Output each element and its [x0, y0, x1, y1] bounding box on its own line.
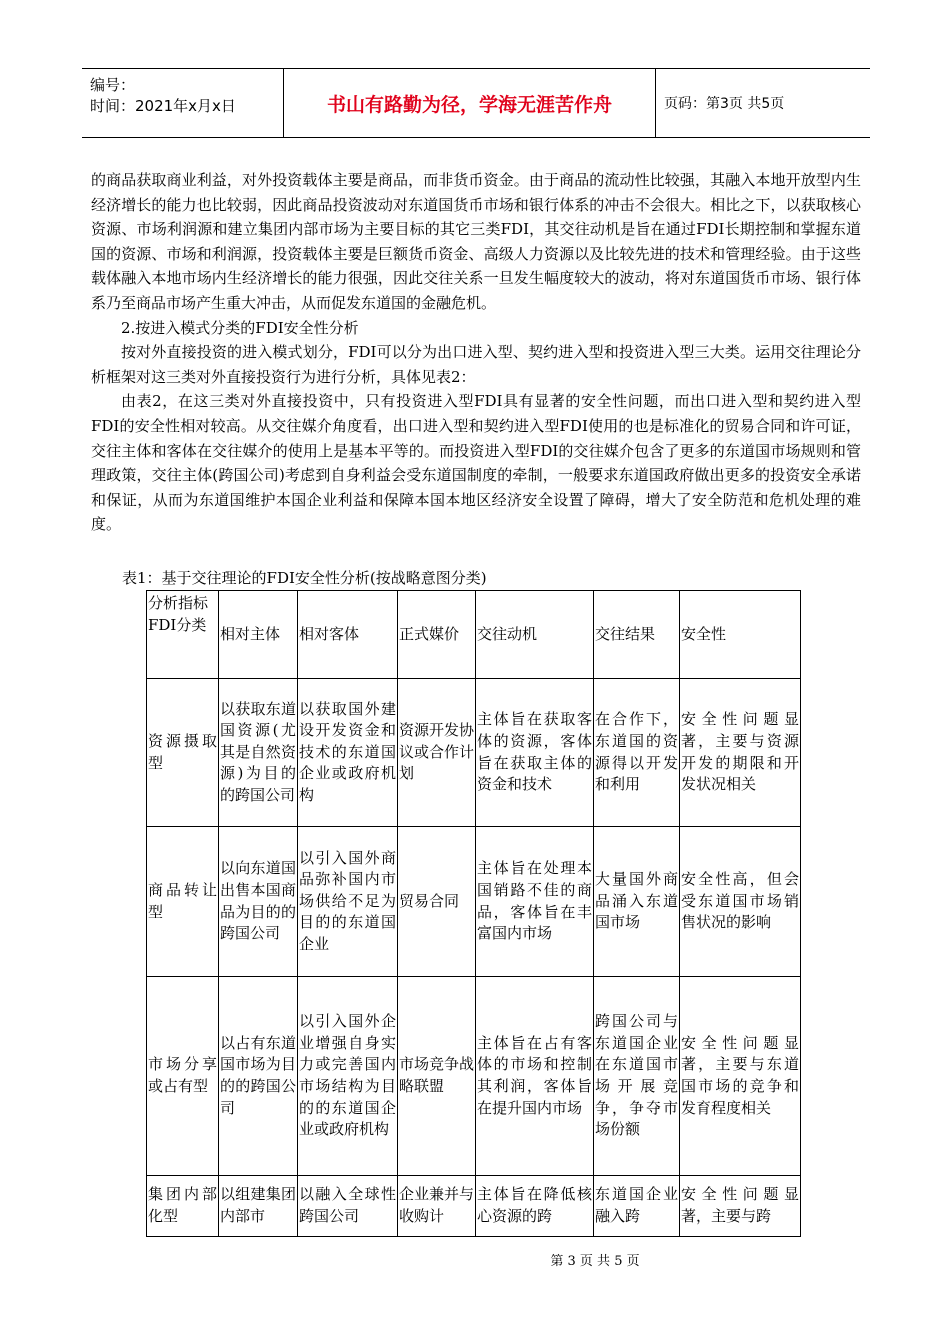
header-cell: 正式媒价 [398, 591, 476, 679]
table-cell: 以获取东道国资源(尤其是自然资源)为目的的跨国公司 [219, 679, 298, 827]
table-cell: 以引入国外商品弥补国内市场供给不足为目的的东道国企业 [298, 827, 398, 977]
table-cell: 东道国企业融入跨 [594, 1176, 680, 1237]
header-cell: 相对客体 [298, 591, 398, 679]
table-cell: 安全性问题显著，主要与资源开发的期限和开发状况相关 [680, 679, 801, 827]
header-cell: 分析指标 FDI分类 [147, 591, 219, 679]
table-cell: 以引入国外企业增强自身实力或完善国内市场结构为目的的东道国企业或政府机构 [298, 977, 398, 1176]
header-cell: 安全性 [680, 591, 801, 679]
page-header [82, 68, 870, 138]
paragraph: 的商品获取商业利益，对外投资载体主要是商品，而非货币资金。由于商品的流动性比较强，其融入本地开放型内生经济增长的能力也比较弱，因此商品投资波动对东道国货币市场和银行体系的冲击不会很大。相比之下，以获取核心资源、市场利润源和建立集团内部市场为主要目标的其它三类FDI，其交往动机是旨在通过FDI长期控制和掌握东道国的资源、市场和利润源，投资载体主要是巨额货币资金、高级人力资源以及比较先进的技术和管理经验。由于这些载体融入本地市场内生经济增长的能力很强，因此交往关系一旦发生幅度较大的波动，将对东道国货币市场、银行体系乃至商品市场产生重大冲击，从而促发东道国的金融危机。 [91, 171, 861, 312]
table-caption: 表1：基于交往理论的FDI安全性分析(按战略意图分类) [122, 569, 487, 587]
header-motto: 书山有路勤为径，学海无涯苦作舟 [284, 69, 656, 137]
table-cell: 以向东道国出售本国商品为目的的跨国公司 [219, 827, 298, 977]
table-cell: 在合作下，东道国的资源得以开发和利用 [594, 679, 680, 827]
doc-date-label: 时间：2021年x月x日 [90, 97, 236, 115]
table-cell: 主体旨在降低核心资源的跨 [476, 1176, 594, 1237]
table-cell: 企业兼并与收购计 [398, 1176, 476, 1237]
table-cell: 资源摄取型 [147, 679, 219, 827]
table-row [147, 679, 801, 827]
header-cell: 交往结果 [594, 591, 680, 679]
table-cell: 安全性高，但会受东道国市场销售状况的影响 [680, 827, 801, 977]
table-cell: 大量国外商品涌入东道国市场 [594, 827, 680, 977]
table-cell: 市场分享或占有型 [147, 977, 219, 1176]
paragraph: 由表2，在这三类对外直接投资中，只有投资进入型FDI具有显著的安全性问题，而出口进入型和契约进入型FDI的安全性相对较高。从交往媒介角度看，出口进入型和契约进入型FDI使用的也是标准化的贸易合同和许可证，交往主体和客体在交往媒介的使用上是基本平等的。而投资进入型FDI的交往媒介包含了更多的东道国市场规则和管理政策，交往主体(跨国公司)考虑到自身利益会受东道国制度的牵制，一般要求东道国政府做出更多的投资安全承诺和保证，从而为东道国维护本国企业利益和保障本国本地区经济安全设置了障碍，增大了安全防范和危机处理的难度。 [91, 392, 861, 534]
header-cell: 相对主体 [219, 591, 298, 679]
header-meta [82, 69, 284, 137]
table-row [147, 1176, 801, 1237]
table-cell: 主体旨在获取客体的资源，客体旨在获取主体的资金和技术 [476, 679, 594, 827]
page-footer [0, 1250, 950, 1269]
table-cell: 跨国公司与东道国企业在东道国市场开展竞争，争夺市场份额 [594, 977, 680, 1176]
header-page-label: 页码：第3页 共5页 [664, 96, 785, 112]
table-cell: 安全性问题显著，主要与跨 [680, 1176, 801, 1237]
table-cell: 贸易合同 [398, 827, 476, 977]
table-cell: 主体旨在占有客体的市场和控制其利润，客体旨在提升国内市场 [476, 977, 594, 1176]
table-cell: 以组建集团内部市 [219, 1176, 298, 1237]
table-cell: 以获取国外建设开发资金和技术的东道国企业或政府机构 [298, 679, 398, 827]
fdi-table [146, 590, 801, 1237]
doc-code-label: 编号： [90, 76, 136, 94]
table-cell: 以融入全球性跨国公司 [298, 1176, 398, 1237]
table-cell: 资源开发协议或合作计划 [398, 679, 476, 827]
table-row [147, 977, 801, 1176]
footer-page-number: 第 3 页 共 5 页 [550, 1254, 640, 1269]
table-cell: 安全性问题显著，主要与东道国市场的竞争和发育程度相关 [680, 977, 801, 1176]
header-cell: 交往动机 [476, 591, 594, 679]
section-heading: 2.按进入模式分类的FDI安全性分析 [121, 318, 359, 337]
table-header-row [147, 591, 801, 679]
table-cell: 市场竞争战略联盟 [398, 977, 476, 1176]
table-cell: 集团内部化型 [147, 1176, 219, 1237]
table-cell: 主体旨在处理本国销路不佳的商品，客体旨在丰富国内市场 [476, 827, 594, 977]
table-cell: 商品转让型 [147, 827, 219, 977]
table-cell: 以占有东道国市场为目的的跨国公司 [219, 977, 298, 1176]
body-text [91, 168, 861, 537]
table-row [147, 827, 801, 977]
paragraph: 按对外直接投资的进入模式划分，FDI可以分为出口进入型、契约进入型和投资进入型三大类。运用交往理论分析框架对这三类对外直接投资行为进行分析，具体见表2： [91, 343, 861, 386]
